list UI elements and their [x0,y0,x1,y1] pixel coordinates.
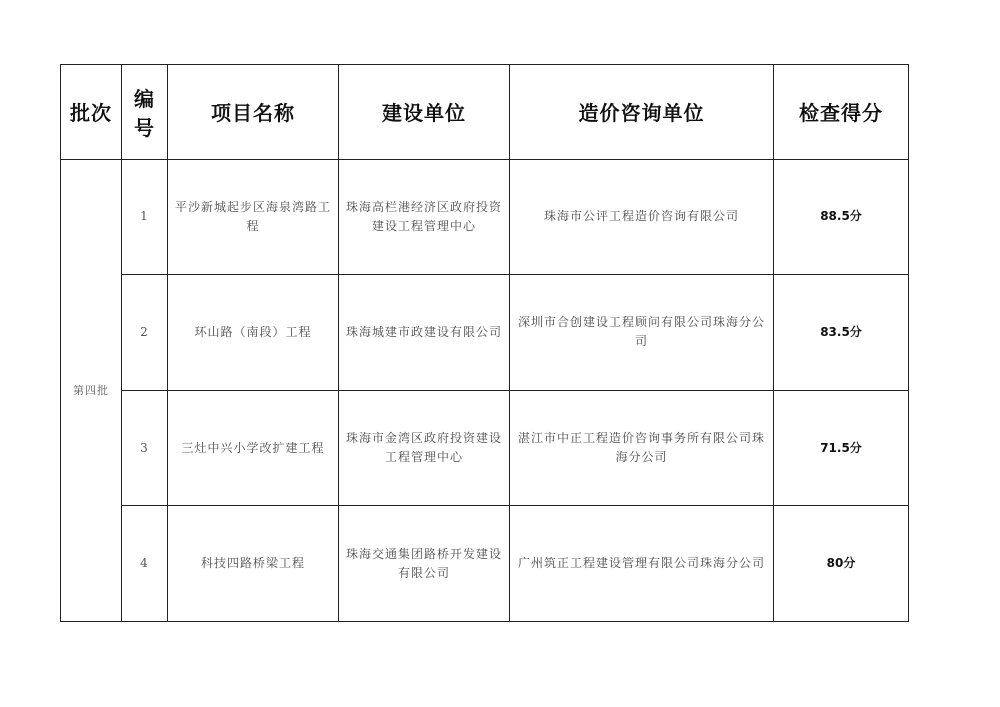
project-name-cell: 科技四路桥梁工程 [168,506,339,622]
header-construction-unit: 建设单位 [339,65,510,160]
table-row [61,390,909,506]
construction-unit-cell: 珠海市金湾区政府投资建设工程管理中心 [339,390,510,506]
row-number: 2 [122,275,168,391]
cost-consulting-unit-cell: 珠海市公评工程造价咨询有限公司 [510,159,774,275]
cost-consulting-unit-cell: 湛江市中正工程造价咨询事务所有限公司珠海分公司 [510,390,774,506]
construction-unit-cell: 珠海城建市政建设有限公司 [339,275,510,391]
header-inspection-score: 检查得分 [774,65,909,160]
construction-unit-cell: 珠海高栏港经济区政府投资建设工程管理中心 [339,159,510,275]
header-project-name: 项目名称 [168,65,339,160]
project-name-cell: 环山路（南段）工程 [168,275,339,391]
row-number: 1 [122,159,168,275]
score-cell: 83.5分 [774,275,909,391]
score-cell: 71.5分 [774,390,909,506]
row-number: 4 [122,506,168,622]
project-name-cell: 平沙新城起步区海泉湾路工程 [168,159,339,275]
inspection-score-table [60,64,909,622]
header-batch: 批次 [61,65,122,160]
cost-consulting-unit-cell: 深圳市合创建设工程顾问有限公司珠海分公司 [510,275,774,391]
table-row [61,159,909,275]
score-cell: 88.5分 [774,159,909,275]
header-number: 编号 [122,65,168,160]
project-name-cell: 三灶中兴小学改扩建工程 [168,390,339,506]
header-cost-consulting-unit: 造价咨询单位 [510,65,774,160]
row-number: 3 [122,390,168,506]
construction-unit-cell: 珠海交通集团路桥开发建设有限公司 [339,506,510,622]
score-cell: 80分 [774,506,909,622]
table-row [61,275,909,391]
table-row [61,506,909,622]
cost-consulting-unit-cell: 广州筑正工程建设管理有限公司珠海分公司 [510,506,774,622]
batch-cell: 第四批 [61,159,122,622]
header-row [61,65,909,160]
